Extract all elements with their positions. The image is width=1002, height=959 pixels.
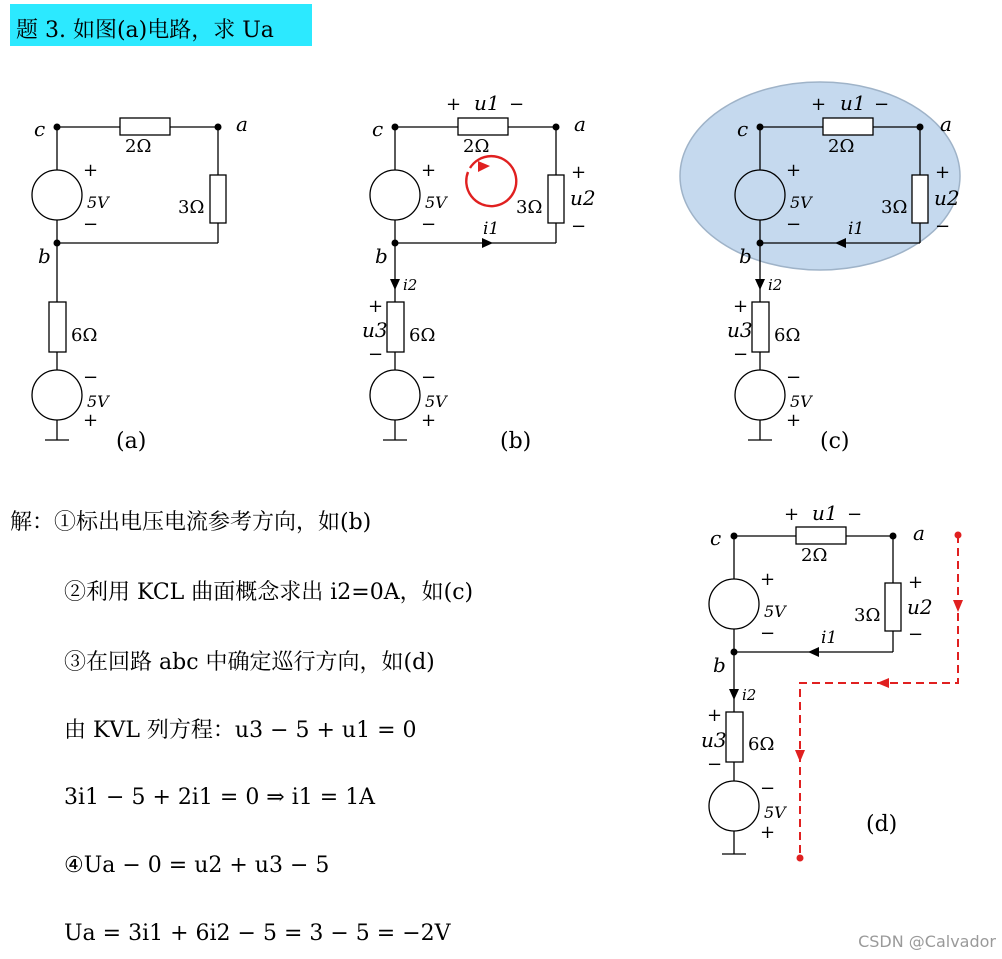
r3-value-d: 6Ω — [748, 734, 775, 755]
u1-minus-c: − — [874, 94, 890, 115]
i2-arrow-b — [390, 279, 400, 290]
v2-minus-d: − — [760, 778, 776, 799]
v1-value-c: 5V — [790, 193, 812, 212]
label-a-b: a — [574, 112, 586, 136]
u1-plus-c: + — [811, 94, 827, 115]
node-a-c — [917, 124, 924, 131]
node-b-c — [757, 240, 764, 247]
label-a: a — [236, 112, 248, 136]
node-c-c — [757, 124, 764, 131]
v2-minus-c: − — [786, 367, 802, 388]
r2-value: 3Ω — [178, 197, 205, 218]
u2-minus-d: − — [908, 624, 924, 645]
solution-step-1: 解：①标出电压电流参考方向，如(b) — [10, 510, 372, 535]
r1-value-d: 2Ω — [801, 545, 828, 566]
u2-label-b: u2 — [570, 186, 596, 210]
i1-label-d: i1 — [821, 628, 838, 648]
r2-value-b: 3Ω — [516, 197, 543, 218]
fig-label-c: (c) — [820, 429, 850, 454]
label-c-c: c — [737, 117, 749, 141]
problem-title: 题 3. 如图(a)电路，求 Ua — [16, 18, 274, 43]
u3-minus-d: − — [707, 754, 723, 775]
solution-kvl-equation: 由 KVL 列方程：u3 − 5 + u1 = 0 — [64, 718, 417, 743]
r3-value-c: 6Ω — [774, 325, 801, 346]
label-a-d: a — [913, 521, 925, 545]
r1-value-c: 2Ω — [828, 136, 855, 157]
node-b-a — [54, 240, 61, 247]
v1-minus-b: − — [421, 214, 437, 235]
v2-value-b: 5V — [425, 392, 447, 411]
u1-label-d: u1 — [812, 501, 838, 525]
i2-label-d: i2 — [742, 686, 757, 704]
v2-value-c: 5V — [790, 392, 812, 411]
r2-value-c: 3Ω — [881, 197, 908, 218]
label-c-b: c — [372, 117, 384, 141]
u3-minus-c: − — [733, 344, 749, 365]
solution-step-3: ③在回路 abc 中确定巡行方向，如(d) — [64, 650, 435, 675]
v1-value: 5V — [87, 193, 109, 212]
v1-plus-b: + — [421, 160, 437, 181]
v2-minus: − — [83, 367, 99, 388]
i1-arrow-d — [808, 647, 819, 657]
v1-minus: − — [83, 214, 99, 235]
label-a-c: a — [940, 112, 952, 136]
r1-value-b: 2Ω — [463, 136, 490, 157]
label-c-d: c — [710, 526, 722, 550]
u2-label-c: u2 — [934, 186, 960, 210]
loop-direction-arrow — [466, 156, 516, 206]
node-a-d — [890, 533, 897, 540]
watermark: CSDN @Calvador — [858, 932, 996, 951]
u2-plus-c: + — [935, 162, 951, 183]
label-b-b: b — [375, 244, 388, 268]
figure-a — [32, 118, 226, 440]
u1-label-b: u1 — [474, 91, 500, 115]
i2-label-c: i2 — [768, 276, 783, 294]
v2-value: 5V — [87, 392, 109, 411]
fig-label-d: (d) — [866, 812, 898, 837]
v1-plus: + — [83, 160, 99, 181]
u1-plus-d: + — [784, 504, 800, 525]
u2-minus-b: − — [571, 216, 587, 237]
node-c-d — [731, 533, 738, 540]
solution-final-answer: Ua = 3i1 + 6i2 − 5 = 3 − 5 = −2V — [64, 921, 451, 946]
node-b-b — [392, 240, 399, 247]
u3-label-d: u3 — [701, 728, 727, 752]
v2-minus-b: − — [421, 367, 437, 388]
v2-plus-b: + — [421, 410, 437, 431]
v2-value-d: 5V — [764, 803, 786, 822]
v2-plus: + — [83, 410, 99, 431]
u2-minus-c: − — [935, 216, 951, 237]
r2-value-d: 3Ω — [854, 605, 881, 626]
u2-plus-b: + — [571, 162, 587, 183]
r1-value: 2Ω — [125, 136, 152, 157]
label-b: b — [38, 244, 51, 268]
i2-label-b: i2 — [403, 276, 418, 294]
v1-plus-c: + — [786, 160, 802, 181]
u3-plus-b: + — [368, 296, 384, 317]
u3-plus-d: + — [707, 705, 723, 726]
u3-minus-b: − — [368, 344, 384, 365]
i1-arrow-b — [482, 238, 493, 248]
node-a-b — [553, 124, 560, 131]
u3-plus-c: + — [733, 296, 749, 317]
u1-plus-b: + — [446, 94, 462, 115]
u3-label-c: u3 — [727, 318, 753, 342]
solution-step-4: ④Ua − 0 = u2 + u3 − 5 — [64, 853, 330, 878]
u1-minus-d: − — [847, 504, 863, 525]
v1-plus-d: + — [760, 569, 776, 590]
v1-minus-c: − — [786, 214, 802, 235]
v2-plus-c: + — [786, 410, 802, 431]
loop-arrowhead — [478, 161, 490, 172]
i2-arrow-d — [729, 689, 739, 700]
u1-label-c: u1 — [840, 91, 866, 115]
fig-label-b: (b) — [500, 429, 532, 454]
u1-minus-b: − — [509, 94, 525, 115]
i2-arrow-c — [755, 279, 765, 290]
v1-value-d: 5V — [764, 602, 786, 621]
label-c: c — [34, 117, 46, 141]
node-c-b — [392, 124, 399, 131]
label-b-c: b — [739, 244, 752, 268]
v1-minus-d: − — [760, 623, 776, 644]
i1-label-c: i1 — [848, 219, 865, 239]
label-b-d: b — [713, 653, 726, 677]
u2-label-d: u2 — [907, 595, 933, 619]
fig-label-a: (a) — [116, 429, 147, 454]
u2-plus-d: + — [908, 572, 924, 593]
solution-step-2: ②利用 KCL 曲面概念求出 i2=0A，如(c) — [64, 580, 474, 605]
u3-label-b: u3 — [362, 318, 388, 342]
node-c-a — [54, 124, 61, 131]
r3-value: 6Ω — [71, 325, 98, 346]
r3-value-b: 6Ω — [409, 325, 436, 346]
v1-value-b: 5V — [425, 193, 447, 212]
solution-current-result: 3i1 − 5 + 2i1 = 0 ⇒ i1 = 1A — [64, 785, 376, 810]
i1-label-b: i1 — [483, 219, 500, 239]
node-a-a — [215, 124, 222, 131]
v2-plus-d: + — [760, 822, 776, 843]
node-b-d — [731, 649, 738, 656]
